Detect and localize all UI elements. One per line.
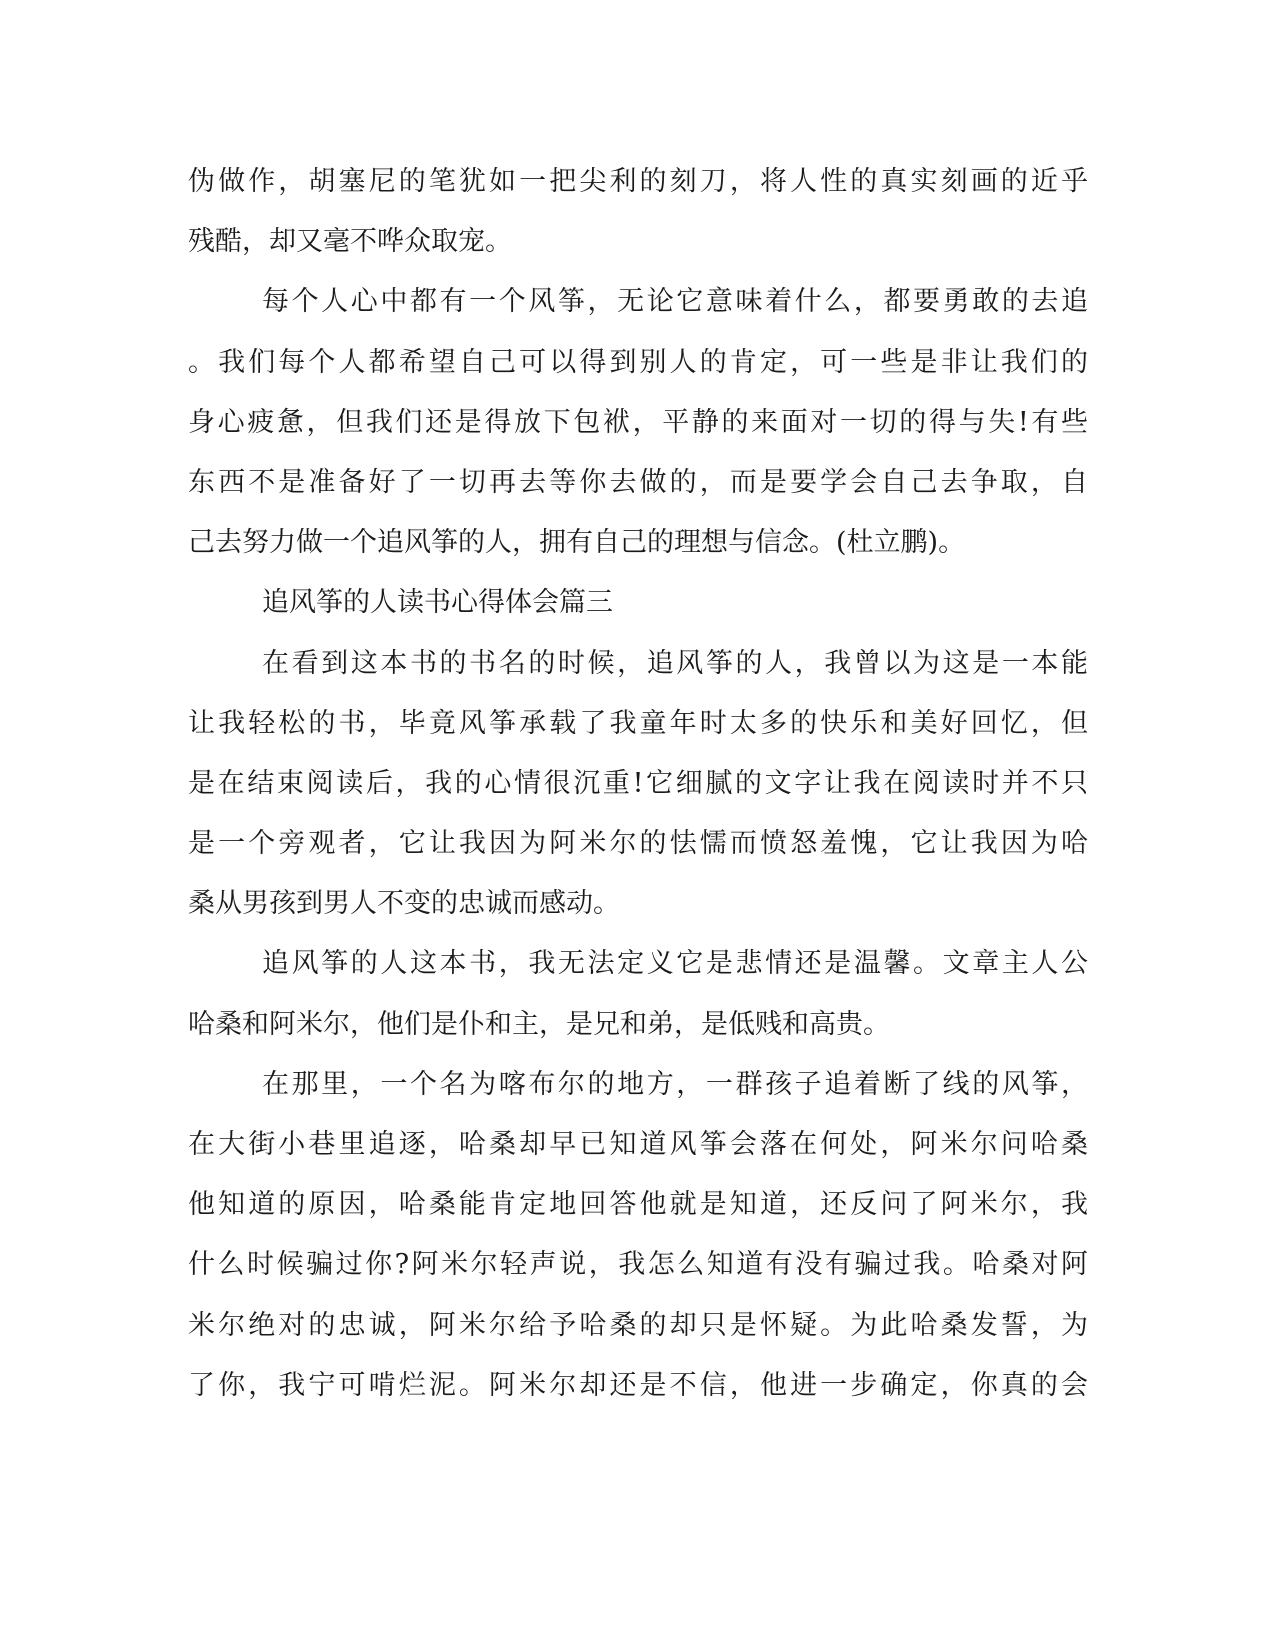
paragraph-line: 他知道的原因，哈桑能肯定地回答他就是知道，还反问了阿米尔，我: [188, 1189, 1088, 1221]
paragraph-line: 哈桑和阿米尔，他们是仆和主，是兄和弟，是低贱和高贵。: [188, 1008, 890, 1040]
paragraph-line: 残酷，却又毫不哗众取宠。: [188, 226, 512, 258]
paragraph-line: 是在结束阅读后，我的心情很沉重!它细腻的文字让我在阅读时并不只: [188, 767, 1088, 799]
paragraph-line: 了你，我宁可啃烂泥。阿米尔却还是不信，他进一步确定，你真的会: [188, 1369, 1088, 1401]
paragraph-first-line: 每个人心中都有一个风筝，无论它意味着什么，都要勇敢的去追: [262, 286, 1088, 318]
paragraph-line: 伪做作，胡塞尼的笔犹如一把尖利的刻刀，将人性的真实刻画的近乎: [188, 166, 1088, 197]
paragraph-line: 己去努力做一个追风筝的人，拥有自己的理想与信念。(杜立鹏)。: [188, 527, 966, 559]
paragraph-line: 米尔绝对的忠诚，阿米尔给予哈桑的却只是怀疑。为此哈桑发誓，为: [188, 1309, 1088, 1341]
paragraph-line: 桑从男孩到男人不变的忠诚而感动。: [188, 888, 620, 920]
paragraph-line: 。我们每个人都希望自己可以得到别人的肯定，可一些是非让我们的: [188, 346, 1088, 378]
paragraph-line: 让我轻松的书，毕竟风筝承载了我童年时太多的快乐和美好回忆，但: [188, 707, 1088, 739]
paragraph-line: 身心疲惫，但我们还是得放下包袱，平静的来面对一切的得与失!有些: [188, 406, 1088, 438]
paragraph-first-line: 在看到这本书的书名的时候，追风筝的人，我曾以为这是一本能: [262, 647, 1088, 679]
paragraph-first-line: 追风筝的人这本书，我无法定义它是悲情还是温馨。文章主人公: [262, 948, 1088, 980]
paragraph-line: 什么时候骗过你?阿米尔轻声说，我怎么知道有没有骗过我。哈桑对阿: [188, 1249, 1088, 1281]
paragraph-line: 东西不是准备好了一切再去等你去做的，而是要学会自己去争取，自: [188, 466, 1088, 498]
paragraph-line: 是一个旁观者，它让我因为阿米尔的怯懦而愤怒羞愧，它让我因为哈: [188, 828, 1088, 860]
paragraph-first-line: 追风筝的人读书心得体会篇三: [262, 587, 613, 619]
paragraph-first-line: 在那里，一个名为喀布尔的地方，一群孩子追着断了线的风筝，: [262, 1068, 1088, 1100]
paragraph-line: 在大街小巷里追逐，哈桑却早已知道风筝会落在何处，阿米尔问哈桑: [188, 1129, 1088, 1160]
document-body: [188, 152, 1088, 1416]
